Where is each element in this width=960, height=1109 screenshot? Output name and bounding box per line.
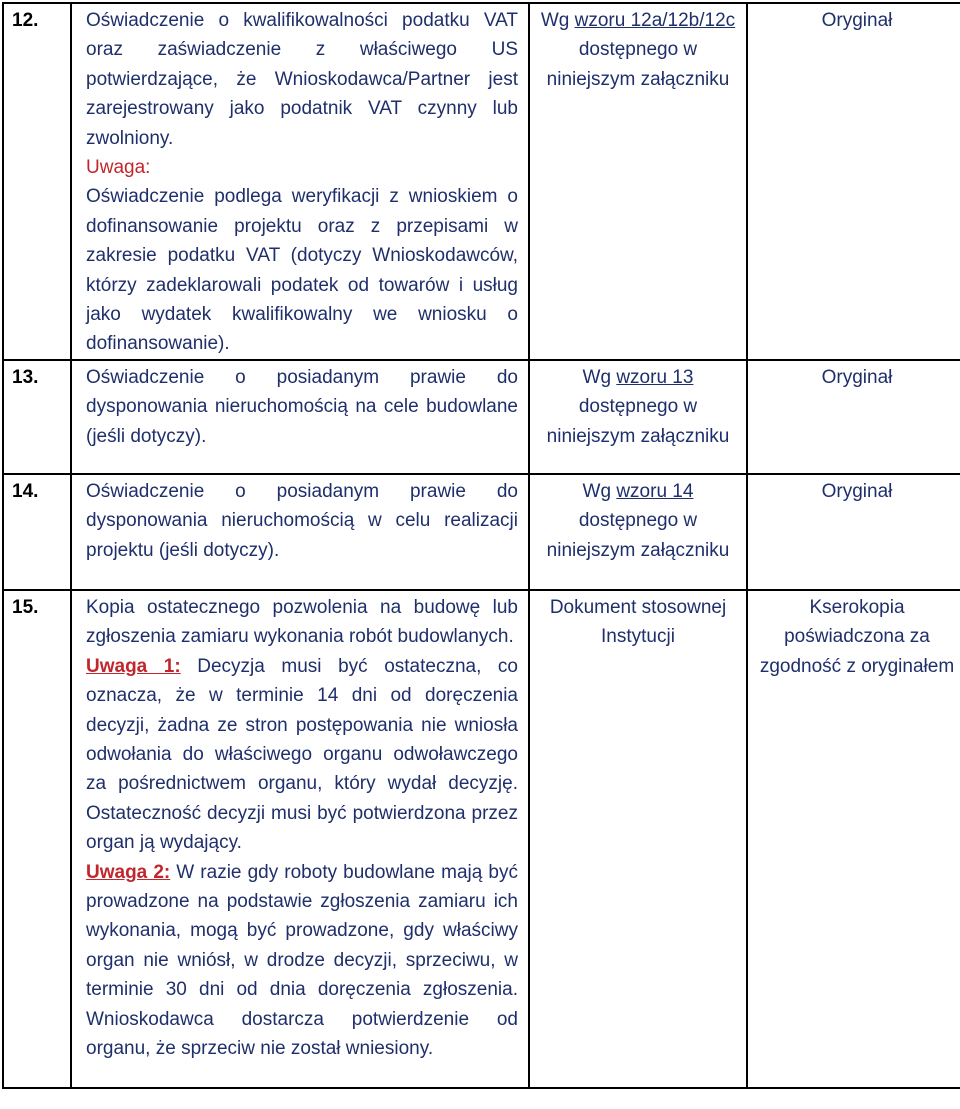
form-cell <box>747 590 960 1088</box>
row-number-cell <box>3 360 71 474</box>
description-cell <box>71 360 529 474</box>
template-text: Dokument stosownej Instytucji <box>549 597 727 648</box>
template-suffix: dostępnego w niniejszym załączniku <box>546 39 730 90</box>
form-cell <box>747 474 960 590</box>
form-text: Kserokopia poświadczona za zgodność z oryginałem <box>759 597 955 677</box>
description-text: Oświadczenie o posiadanym prawie do dysponowania nieruchomością na cele budowlane (jeśli dotyczy). <box>86 367 518 447</box>
note1-label: Uwaga 1: <box>86 655 181 677</box>
description-text: Oświadczenie o posiadanym prawie do dysponowania nieruchomością w celu realizacji projektu (jeśli dotyczy). <box>86 481 518 561</box>
template-link[interactable]: wzoru 12a/12b/12c <box>574 10 736 31</box>
template-cell <box>529 360 747 474</box>
form-text: Oryginał <box>821 481 893 502</box>
template-link[interactable]: wzoru 14 <box>616 481 694 502</box>
row-number: 15. <box>12 597 39 618</box>
note2-text: W razie gdy roboty budowlane mają być prowadzone na podstawie zgłoszenia zamiaru ich wykonania, mogą być prowadzone, gdy właściwy organ nie wniósł, w drodze decyzji, sprzeciwu, w terminie 30 dni od dnia doręczenia zgłoszenia. Wnioskodawca dostarcza potwierdzenie od organu, że sprzeciw nie został wniesiony. <box>86 861 518 1060</box>
description-cell <box>71 590 529 1088</box>
form-cell <box>747 360 960 474</box>
template-link[interactable]: wzoru 13 <box>616 367 694 388</box>
requirements-table <box>2 2 960 1089</box>
row-number: 13. <box>12 367 39 388</box>
row-number-cell <box>3 474 71 590</box>
row-number: 14. <box>12 481 39 502</box>
description-cell <box>71 474 529 590</box>
note-label: Uwaga: <box>86 157 151 179</box>
template-cell <box>529 474 747 590</box>
template-suffix: dostępnego w niniejszym załączniku <box>546 396 730 447</box>
table-row-14 <box>3 474 960 590</box>
row-number: 12. <box>12 10 39 31</box>
description-cell <box>71 3 529 360</box>
form-text: Oryginał <box>821 367 893 388</box>
table-row-12 <box>3 3 960 360</box>
template-prefix: Wg <box>582 367 617 388</box>
template-suffix: dostępnego w niniejszym załączniku <box>546 510 730 561</box>
template-cell <box>529 3 747 360</box>
form-text: Oryginał <box>821 10 893 31</box>
table-row-15 <box>3 590 960 1088</box>
note1-text: Decyzja musi być ostateczna, co oznacza, że w terminie 14 dni od doręczenia decyzji, żadna ze stron postępowania nie wniosła odwołania do właściwego organu odwoławczego za pośrednictwem organu, który wydał decyzję. Ostateczność decyzji musi być potwierdzona przez organ ją wydający. <box>86 655 518 854</box>
note-text: Oświadczenie podlega weryfikacji z wnioskiem o dofinansowanie projektu oraz z przepisami w zakresie podatku VAT (dotyczy Wnioskodawców, którzy zadeklarowali podatek od towarów i usług jako wydatek kwalifikowalny we wniosku o dofinansowanie). <box>86 186 518 355</box>
template-cell <box>529 590 747 1088</box>
row-number-cell <box>3 3 71 360</box>
template-prefix: Wg <box>582 481 617 502</box>
table-row-13 <box>3 360 960 474</box>
description-text: Kopia ostatecznego pozwolenia na budowę lub zgłoszenia zamiaru wykonania robót budowlanych. <box>86 597 518 648</box>
note2-label: Uwaga 2: <box>86 861 171 883</box>
description-text: Oświadczenie o kwalifikowalności podatku VAT oraz zaświadczenie z właściwego US potwierdzające, że Wnioskodawca/Partner jest zarejestrowany jako podatnik VAT czynny lub zwolniony. <box>86 10 518 149</box>
form-cell <box>747 3 960 360</box>
template-prefix: Wg <box>540 10 575 31</box>
row-number-cell <box>3 590 71 1088</box>
